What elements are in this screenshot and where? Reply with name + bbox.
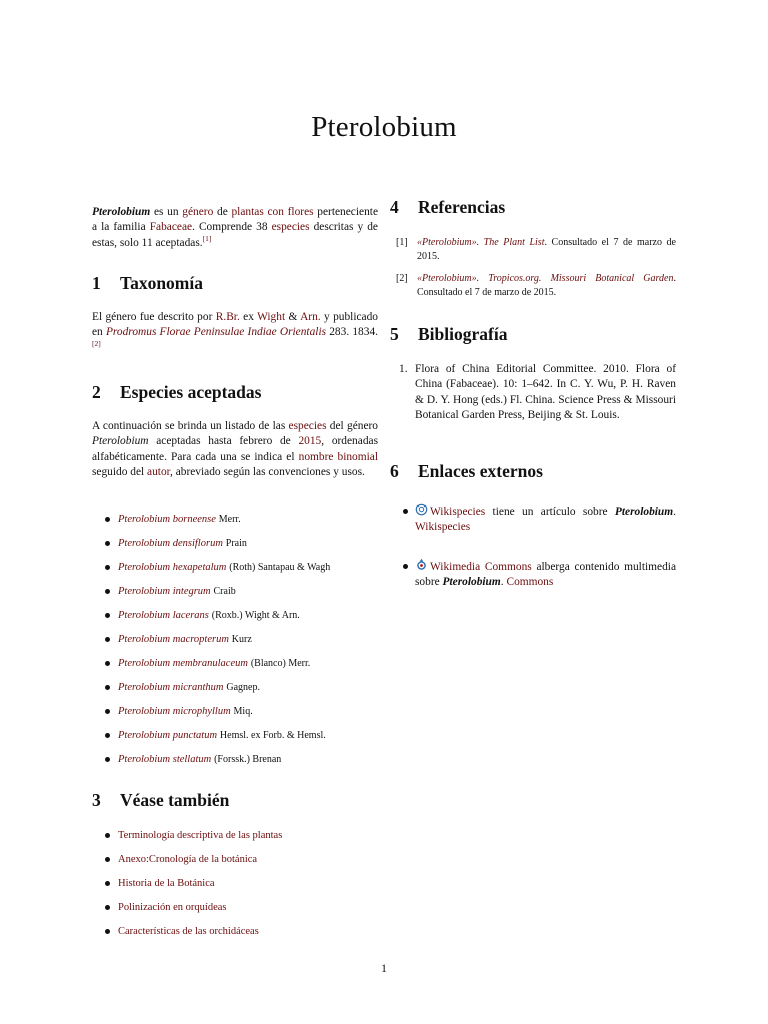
species-link[interactable]: Pterolobium borneense bbox=[118, 514, 216, 525]
list-item bbox=[92, 560, 378, 584]
taxonomia-text: y publicado en bbox=[92, 311, 378, 339]
species-link[interactable]: Pterolobium micranthum bbox=[118, 682, 224, 693]
list-item bbox=[92, 584, 378, 608]
species-author: Merr. bbox=[218, 514, 241, 525]
link-plantas-con-flores[interactable]: plantas con flores bbox=[231, 206, 314, 218]
link-wight[interactable]: Wight bbox=[257, 311, 286, 323]
list-item bbox=[92, 900, 378, 924]
intro-text: descritas y de estas, solo 11 aceptadas. bbox=[92, 221, 378, 249]
taxonomia-text: El género fue descrito por bbox=[92, 311, 216, 323]
see-also-link[interactable]: Terminología descriptiva de las plantas bbox=[118, 830, 283, 841]
wikispecies-link-2[interactable]: Wikispecies bbox=[415, 521, 471, 534]
section-heading-vease bbox=[92, 790, 230, 810]
species-author: (Roth) Santapau & Wagh bbox=[229, 562, 331, 573]
see-also-link[interactable]: Historia de la Botánica bbox=[118, 878, 215, 889]
species-author: (Blanco) Merr. bbox=[250, 658, 311, 669]
list-item bbox=[92, 876, 378, 900]
external-text: . bbox=[500, 576, 507, 589]
external-text: tiene un artículo sobre bbox=[485, 506, 615, 518]
intro-term: Pterolobium bbox=[92, 206, 151, 218]
list-item bbox=[92, 852, 378, 876]
species-author: Gagnep. bbox=[226, 682, 260, 693]
bibliography-text: Flora of China Editorial Committee. 2010. Flora of China (Fabaceae). 10: 1–642. In C. Y. Wu, P. H. Raven & D. Y. Hong (eds.) Fl. China. Science Press & Missouri Botanical Garden Press, Beijing & St. Louis. bbox=[415, 363, 676, 422]
section-number: 3 bbox=[92, 790, 101, 810]
commons-link-2[interactable]: Commons bbox=[506, 576, 554, 589]
section-number: 6 bbox=[390, 461, 399, 481]
link-nombre-binomial[interactable]: nombre binomial bbox=[298, 450, 378, 463]
species-list bbox=[92, 512, 378, 776]
wikispecies-icon bbox=[415, 503, 428, 516]
taxonomia-text: & bbox=[285, 311, 301, 323]
reference-text: . Consultado el 7 de marzo de 2015. bbox=[417, 237, 676, 262]
species-link[interactable]: Pterolobium integrum bbox=[118, 586, 211, 597]
ref-link-2[interactable]: [2] bbox=[92, 338, 101, 348]
intro-text: . Comprende 38 bbox=[192, 221, 272, 234]
reference-text: . Consultado el 7 de marzo de 2015. bbox=[417, 273, 676, 298]
link-prodromus[interactable]: Prodromus Florae Peninsulae Indiae Orientalis bbox=[105, 326, 327, 339]
page-title: Pterolobium bbox=[311, 111, 457, 143]
section-heading-enlaces bbox=[390, 461, 543, 481]
bullet bbox=[403, 509, 408, 514]
species-author: (Forssk.) Brenan bbox=[214, 754, 282, 765]
species-link[interactable]: Pterolobium hexapetalum bbox=[118, 562, 227, 573]
species-link[interactable]: Pterolobium lacerans bbox=[118, 610, 209, 621]
external-link-wikispecies bbox=[390, 503, 676, 536]
reference-item bbox=[390, 236, 676, 264]
species-link[interactable]: Pterolobium microphyllum bbox=[118, 706, 231, 717]
link-autor[interactable]: autor bbox=[147, 466, 170, 479]
list-item bbox=[92, 828, 378, 852]
list-item bbox=[92, 924, 378, 948]
page-number: 1 bbox=[381, 961, 387, 975]
external-term: Pterolobium bbox=[614, 506, 674, 518]
taxonomia-paragraph bbox=[92, 310, 378, 356]
section-heading-especies bbox=[92, 382, 262, 402]
external-text: alberga contenido multimedia sobre bbox=[415, 561, 676, 589]
section-title: Bibliografía bbox=[418, 324, 508, 344]
especies-text: , ordenadas alfabéticamente. Para cada una se indica el bbox=[92, 435, 378, 463]
section-number: 4 bbox=[390, 197, 399, 217]
bibliography-label: 1. bbox=[399, 363, 408, 375]
list-item bbox=[92, 752, 378, 776]
ref-link-1[interactable]: [1] bbox=[202, 233, 212, 243]
see-also-link[interactable]: Características de las orchidáceas bbox=[118, 926, 259, 937]
external-text: . bbox=[673, 506, 676, 518]
link-2015[interactable]: 2015 bbox=[298, 435, 322, 448]
reference-label: [1] bbox=[396, 237, 408, 248]
intro-paragraph bbox=[92, 205, 378, 251]
especies-paragraph bbox=[92, 419, 378, 481]
section-number: 1 bbox=[92, 273, 101, 293]
species-author: Miq. bbox=[233, 706, 253, 717]
species-author: (Roxb.) Wight & Arn. bbox=[211, 610, 300, 621]
list-item bbox=[92, 656, 378, 680]
section-title: Referencias bbox=[418, 197, 506, 217]
bullet bbox=[403, 564, 408, 569]
reference-link[interactable]: «Pterolobium». The Plant List bbox=[417, 237, 545, 248]
reference-label: [2] bbox=[396, 273, 408, 284]
section-heading-bibliografia bbox=[390, 324, 508, 344]
list-item bbox=[92, 608, 378, 632]
wikispecies-link[interactable]: Wikispecies bbox=[430, 506, 486, 518]
especies-text: del género bbox=[326, 420, 378, 432]
list-item bbox=[92, 632, 378, 656]
species-link[interactable]: Pterolobium punctatum bbox=[118, 730, 218, 741]
species-link[interactable]: Pterolobium densiflorum bbox=[118, 538, 223, 549]
link-genero[interactable]: género bbox=[182, 206, 214, 218]
species-link[interactable]: Pterolobium macropterum bbox=[118, 634, 229, 645]
section-number: 2 bbox=[92, 382, 101, 402]
species-author: Kurz bbox=[231, 634, 252, 645]
section-title: Véase también bbox=[120, 790, 230, 810]
intro-text: perteneciente a la familia bbox=[92, 206, 379, 234]
especies-text: , abreviado según las convenciones y usos. bbox=[170, 466, 365, 479]
species-author: Craib bbox=[213, 586, 236, 597]
list-item bbox=[92, 704, 378, 728]
section-heading-taxonomia bbox=[92, 273, 203, 293]
link-especies[interactable]: especies bbox=[271, 221, 310, 234]
link-arn[interactable]: Arn. bbox=[300, 311, 321, 323]
see-also-list bbox=[92, 828, 378, 948]
taxonomia-text: ex bbox=[239, 311, 258, 323]
species-author: Hemsl. ex Forb. & Hemsl. bbox=[219, 730, 326, 741]
species-author: Prain bbox=[225, 538, 247, 549]
reference-item bbox=[390, 272, 676, 300]
especies-text: seguido del bbox=[92, 466, 148, 479]
commons-icon bbox=[415, 558, 428, 571]
list-item bbox=[92, 512, 378, 536]
especies-text: aceptadas hasta febrero de bbox=[148, 435, 299, 448]
genus-name: Pterolobium bbox=[92, 435, 149, 448]
species-link[interactable]: Pterolobium membranulaceum bbox=[118, 658, 248, 669]
list-item bbox=[92, 680, 378, 704]
section-number: 5 bbox=[390, 324, 399, 344]
external-term: Pterolobium bbox=[442, 576, 501, 589]
species-link[interactable]: Pterolobium stellatum bbox=[118, 754, 212, 765]
section-title: Taxonomía bbox=[120, 273, 203, 293]
link-fabaceae[interactable]: Fabaceae bbox=[149, 221, 193, 234]
external-link-commons bbox=[390, 558, 676, 591]
link-especies-2[interactable]: especies bbox=[288, 420, 327, 432]
list-item bbox=[92, 728, 378, 752]
intro-text: de bbox=[213, 206, 232, 218]
intro-text: es un bbox=[150, 206, 183, 218]
see-also-link[interactable]: Polinización en orquídeas bbox=[118, 902, 227, 913]
section-title: Enlaces externos bbox=[418, 461, 543, 481]
reference-link[interactable]: «Pterolobium». Tropicos.org. Missouri Botanical Garden bbox=[417, 273, 674, 284]
taxonomia-text: 283. 1834. bbox=[326, 326, 378, 339]
commons-link[interactable]: Wikimedia Commons bbox=[430, 561, 532, 573]
section-title: Especies aceptadas bbox=[120, 382, 262, 402]
see-also-link[interactable]: Anexo:Cronología de la botánica bbox=[118, 854, 258, 865]
section-heading-referencias bbox=[390, 197, 506, 217]
bibliography-item bbox=[390, 362, 676, 424]
link-rbr[interactable]: R.Br. bbox=[215, 311, 240, 323]
especies-text: A continuación se brinda un listado de las bbox=[92, 420, 289, 432]
list-item bbox=[92, 536, 378, 560]
